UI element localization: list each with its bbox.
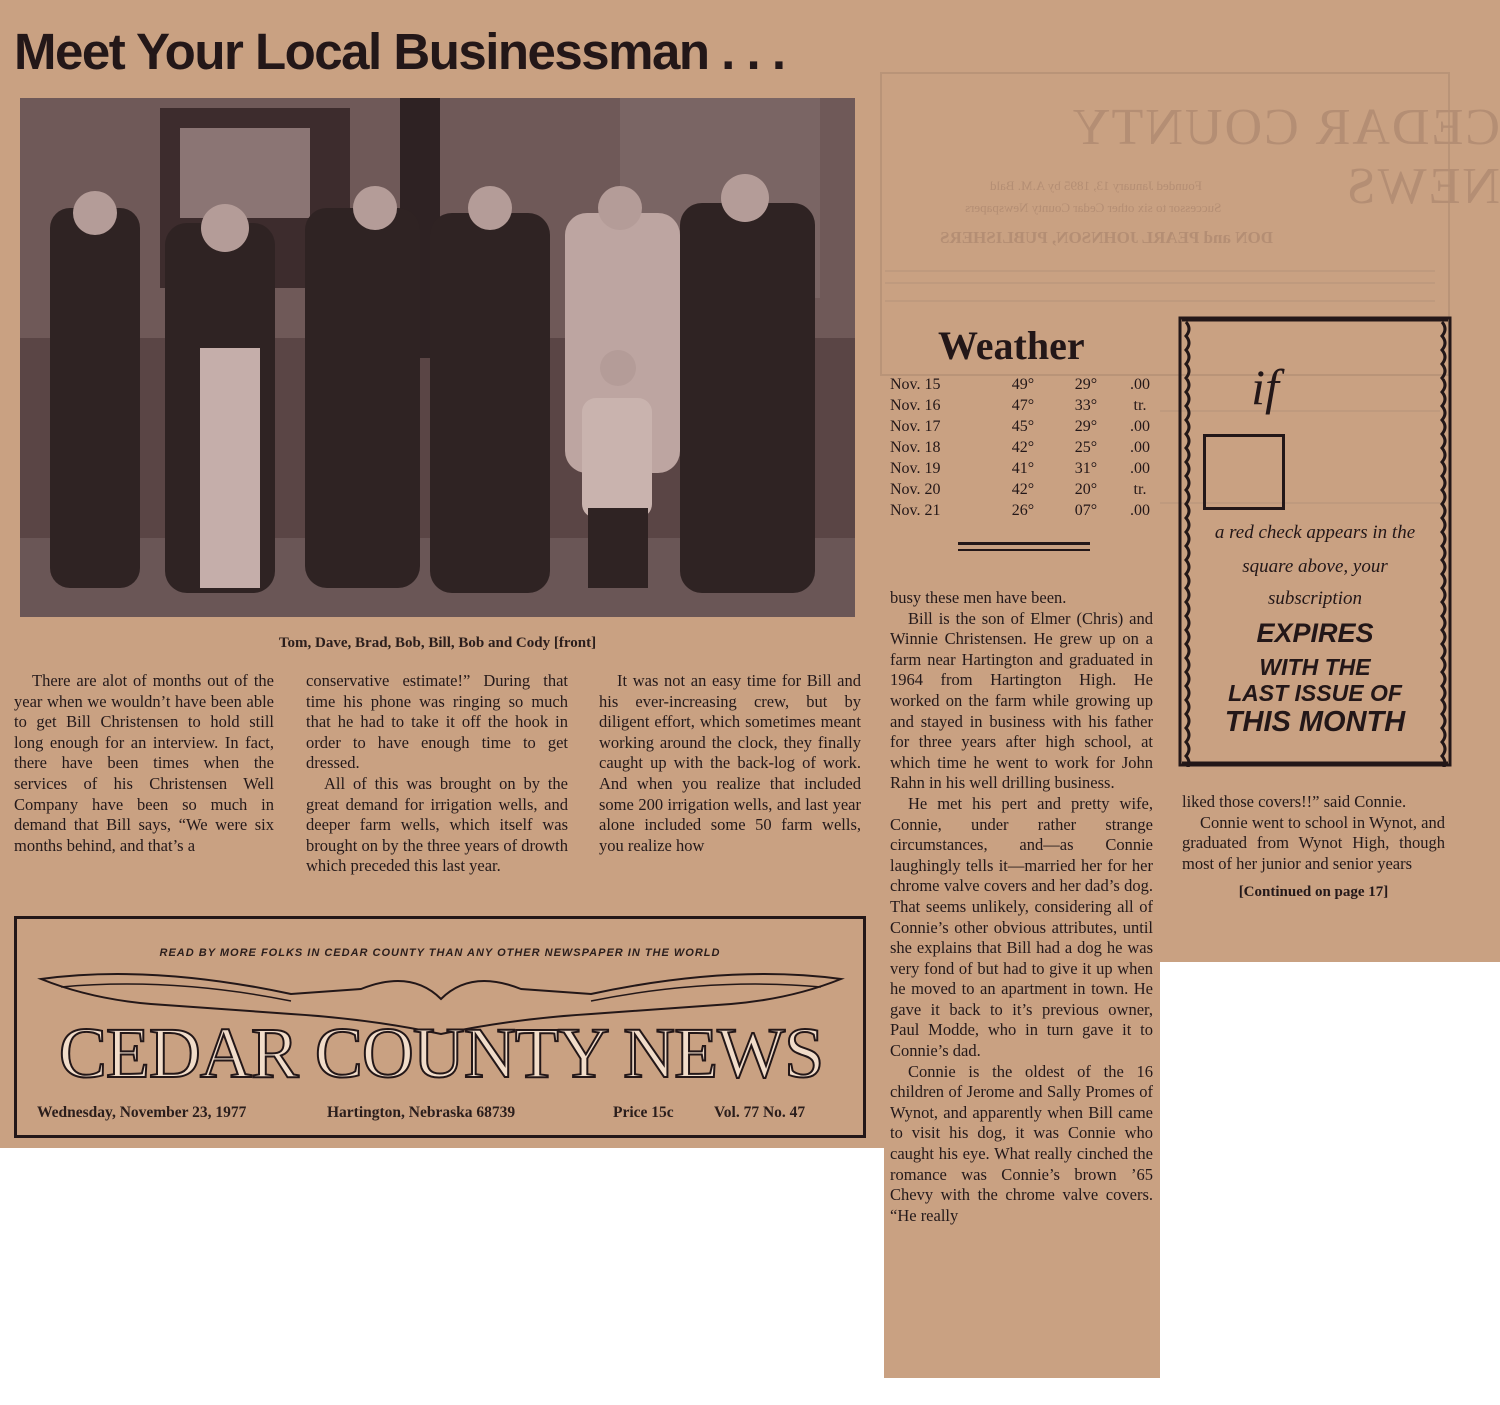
weather-row <box>890 500 1160 521</box>
ad-line: a red check appears in the <box>1214 522 1416 543</box>
weather-row <box>890 458 1160 479</box>
article-paragraph: Connie went to school in Wynot, and graduated from Wynot High, though most of her junior and senior years <box>1182 812 1445 873</box>
ad-line: THIS MONTH <box>1224 706 1406 738</box>
masthead-box <box>14 916 866 1138</box>
weather-precip: .00 <box>1130 375 1150 393</box>
weather-high: 42° <box>1011 480 1035 498</box>
continued-note: [Continued on page 17] <box>1238 884 1389 901</box>
weather-low: 25° <box>1074 438 1098 456</box>
weather-heading: Weather <box>938 323 1085 368</box>
weather-low: 07° <box>1074 501 1098 519</box>
eagle-banner-icon <box>31 959 851 1089</box>
issue-price: Price 15c <box>613 1104 674 1121</box>
ad-line: square above, your <box>1242 556 1388 577</box>
weather-date: Nov. 15 <box>890 375 941 393</box>
issue-volume: Vol. 77 No. 47 <box>714 1104 806 1121</box>
article-column-3 <box>599 671 861 856</box>
article-paragraph: Bill is the son of Elmer (Chris) and Winnie Christensen. He grew up on a farm near Hartington and graduated in 1964 from Hartington High. He worked on the farm while growing up and stayed in business with his father for three years after high school, at which time he went to work for John Rahn in his well drilling business. <box>890 608 1153 793</box>
photo-of-crew <box>20 98 855 617</box>
weather-date: Nov. 20 <box>890 480 941 498</box>
article-column-4 <box>890 588 1153 1226</box>
article-column-5 <box>1182 792 1445 903</box>
weather-low: 29° <box>1074 417 1098 435</box>
weather-low: 31° <box>1074 459 1098 477</box>
article-column-1 <box>14 671 274 856</box>
weather-high: 42° <box>1011 438 1035 456</box>
ad-line: subscription <box>1268 588 1362 609</box>
headline: Meet Your Local Businessman . . . <box>14 23 785 80</box>
weather-date: Nov. 16 <box>890 396 941 414</box>
weather-date: Nov. 21 <box>890 501 941 519</box>
ad-line: LAST ISSUE OF <box>1228 680 1402 706</box>
weather-precip: tr. <box>1133 480 1147 498</box>
ad-if: if <box>1251 359 1279 415</box>
masthead-tagline: READ BY MORE FOLKS IN CEDAR COUNTY THAN ANY OTHER NEWSPAPER IN THE WORLD <box>159 947 721 959</box>
weather-divider <box>958 542 1090 551</box>
ad-expires: EXPIRES <box>1256 618 1374 648</box>
article-paragraph: busy these men have been. <box>890 588 1067 607</box>
article-paragraph: conservative estimate!” During that time his phone was ringing so much that he had to take it off the hook in order to have enough time to get dressed. <box>306 671 568 773</box>
weather-row <box>890 479 1160 500</box>
photo-illustration <box>20 98 855 617</box>
photo-caption: Tom, Dave, Brad, Bob, Bill, Bob and Cody [front] <box>278 635 597 651</box>
weather-date: Nov. 17 <box>890 417 941 435</box>
weather-precip: .00 <box>1130 417 1150 435</box>
article-paragraph: liked those covers!!” said Connie. <box>1182 792 1407 811</box>
weather-row <box>890 416 1160 437</box>
article-paragraph: There are alot of months out of the year when we wouldn’t have been able to get Bill Christensen to hold still long enough for an interview. In fact, there have been times when the services of his Christensen Well Company have been so much in demand that Bill says, “We were six months behind, and that’s a <box>14 671 274 855</box>
issue-location: Hartington, Nebraska 68739 <box>327 1104 516 1121</box>
article-paragraph: It was not an easy time for Bill and his ever-increasing crew, but by diligent effort, which sometimes meant working around the clock, they finally caught up with the back-log of work. And when you realize that included some 200 irrigation wells, and last year alone included some 50 farm wells, you realize how <box>599 671 861 855</box>
weather-precip: .00 <box>1130 501 1150 519</box>
ad-line: WITH THE <box>1259 654 1371 680</box>
weather-row <box>890 374 1160 395</box>
article-paragraph: He met his pert and pretty wife, Connie, under rather strange circumstances, and—as Connie laughingly tells it—married her for her chrome valve covers and her dad’s dog. That seems unlikely, considering all of Connie’s other obvious attributes, until she explains that Bill had a dog he was very fond of but had to give it up when he moved to an apartment in town. He gave it back to it’s previous owner, Paul Modde, who in turn gave it to Connie’s dad. <box>890 793 1153 1061</box>
weather-high: 47° <box>1011 396 1035 414</box>
weather-precip: .00 <box>1130 438 1150 456</box>
issue-date: Wednesday, November 23, 1977 <box>37 1104 247 1121</box>
weather-date: Nov. 18 <box>890 438 941 456</box>
subscription-ad <box>1178 316 1452 767</box>
weather-low: 29° <box>1074 375 1098 393</box>
article-paragraph: Connie is the oldest of the 16 children of Jerome and Sally Promes of Wynot, and apparently when Bill came to visit his dog, it was Connie who caught his eye. What really cinched the romance was Connie’s brown ’65 Chevy with the chrome valve covers. “He really <box>890 1061 1153 1225</box>
weather-precip: tr. <box>1133 396 1147 414</box>
weather-high: 45° <box>1011 417 1035 435</box>
article-paragraph: All of this was brought on by the great demand for irrigation wells, and deeper farm wells, which itself was brought on by the three years of drowth which preceded this last year. <box>306 773 568 876</box>
weather-row <box>890 395 1160 416</box>
masthead-title: CEDAR COUNTY NEWS <box>58 1013 824 1089</box>
weather-high: 26° <box>1011 501 1035 519</box>
weather-high: 41° <box>1011 459 1035 477</box>
weather-low: 20° <box>1074 480 1098 498</box>
weather-low: 33° <box>1074 396 1098 414</box>
weather-date: Nov. 19 <box>890 459 941 477</box>
weather-high: 49° <box>1011 375 1035 393</box>
weather-row <box>890 437 1160 458</box>
weather-precip: .00 <box>1130 459 1150 477</box>
weather-table <box>890 374 1160 521</box>
article-column-2 <box>306 671 568 877</box>
check-box <box>1203 434 1285 510</box>
